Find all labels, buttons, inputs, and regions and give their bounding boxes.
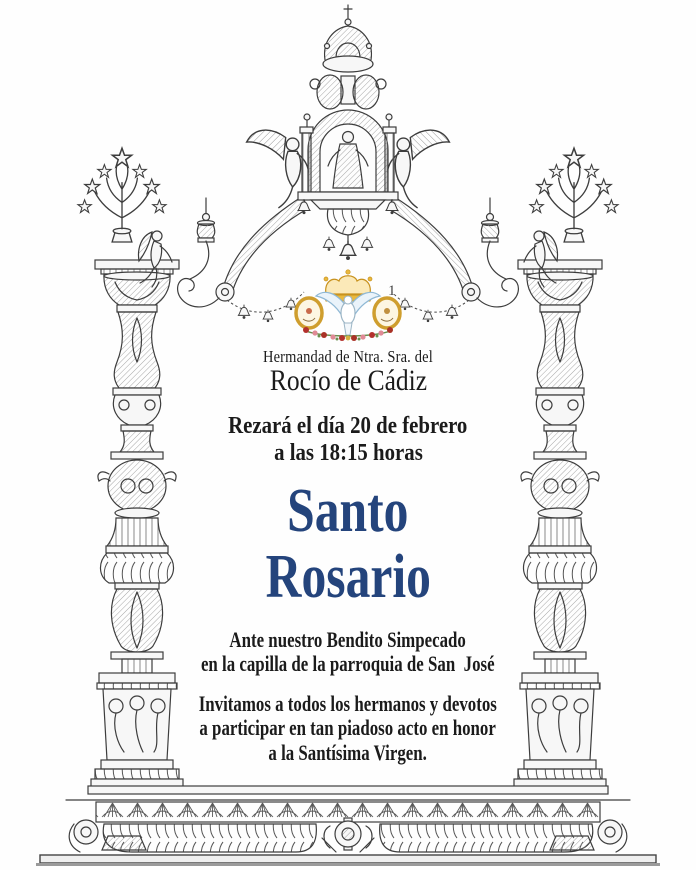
event-location xyxy=(0,628,696,677)
invitation-text xyxy=(0,692,696,765)
arch-center-ornament xyxy=(298,5,398,260)
medallion-left-icon xyxy=(296,298,322,328)
virgin-niche-icon xyxy=(300,110,396,193)
medallion-right-icon xyxy=(374,298,400,328)
hermandad-crest xyxy=(288,268,408,348)
invitation-line1: Invitamos a todos los hermanos y devotos xyxy=(198,691,498,716)
organization-name-line2: Rocío de Cádiz xyxy=(269,364,427,397)
event-location-line2: en la capilla de la parroquia de San José xyxy=(201,651,495,677)
crown-finial-icon xyxy=(323,5,373,72)
organization-name-line1: Hermandad de Ntra. Sra. del xyxy=(263,347,433,366)
event-title-line1: Santo xyxy=(287,477,409,545)
cartouche-icon xyxy=(310,75,386,109)
ornate-base-icon xyxy=(36,786,660,866)
dove-icon xyxy=(316,292,380,335)
event-title xyxy=(0,478,696,611)
hanging-lamp-icon xyxy=(298,192,398,260)
event-schedule xyxy=(0,413,696,467)
event-title-line2: Rosario xyxy=(265,543,431,612)
stray-mark: 1 xyxy=(388,283,396,299)
event-time: a las 18:15 horas xyxy=(273,438,423,466)
invitation-line2: a participar en tan piadoso acto en honor xyxy=(199,715,497,741)
event-date: Rezará el día 20 de febrero xyxy=(228,412,468,439)
invitation-line3: a la Santísima Virgen. xyxy=(268,739,428,765)
event-location-line1: Ante nuestro Bendito Simpecado xyxy=(229,627,467,652)
